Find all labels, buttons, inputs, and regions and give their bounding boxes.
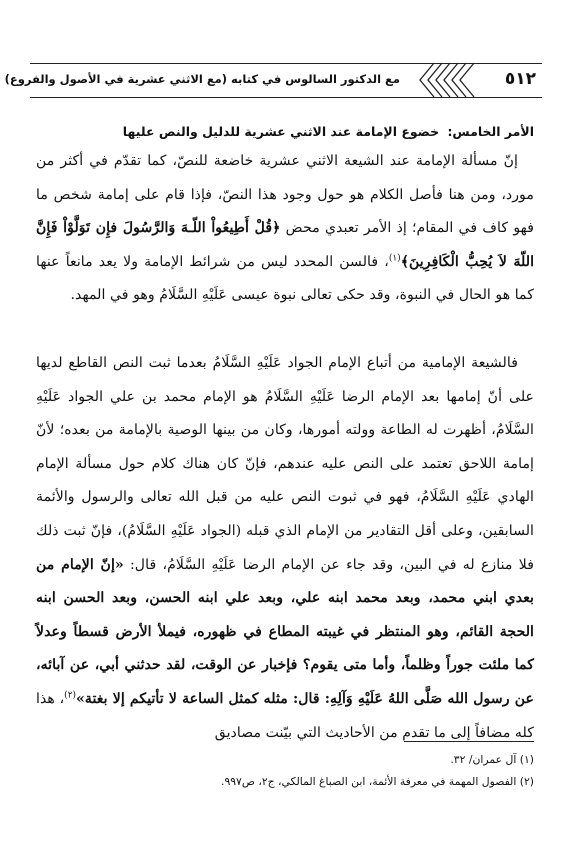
paragraph-1-text-a: إنّ مسألة الإمامة عند الشيعة الاثني عشرية خاضعة للنصّ، كما تقدّم في أكثر من مورد، ومن هنا فأصل الكلام هو حول وجود هذا النصّ، فإذا قام على إمامة شخص ما فهو كاف في المقام؛ إذ الأمر تعبدي محض	[36, 153, 534, 237]
footnote-ref-2: (٢)	[64, 690, 77, 701]
footnote-ref-1: (١)	[388, 253, 401, 264]
paragraph-1-text-b: ، فالسن المحدد ليس من شرائط الإمامة ولا يعد مانعاً عنها كما هو الحال في النبوة، وقد حكى تعالى نبوة عيسى عَلَيْهِ السَّلَامُ وهو في المهد.	[36, 253, 534, 304]
paragraph-1	[36, 145, 534, 313]
chevron-ornament-icon	[410, 62, 480, 98]
footnote-rule	[404, 741, 534, 742]
running-header	[4, 62, 542, 100]
section-label: الأمر الخامس:	[447, 124, 534, 139]
footnotes	[36, 749, 534, 793]
running-title: مع الدكتور السالوس في كتابه (مع الاثني عشرية في الأصول والفروع)	[4, 72, 400, 86]
paragraph-2-text-a: فالشيعة الإمامية من أتباع الإمام الجواد عَلَيْهِ السَّلَامُ بعدما ثبت النص القاطع لديها على أنّ إمامها بعد الإمام الرضا عَلَيْهِ السَّلَامُ هو الإمام محمد بن علي الجواد عَلَيْهِ السَّلَامُ، أظهرت له الطاعة وولته أمورها، وكان من بينها الوصية بالإمامة من بعده؛ لأنّ إمامة اللاحق تعتمد على النص عليه عندهم، فإنّ كان هناك كلام حول مسألة الإمام الهادي عَلَيْهِ السَّلَامُ، فهو في ثبوت النص عليه من قبل الله تعالى والرسول والأئمة السابقين، وعلى أقل التقادير من الإمام الذي قبله (الجواد عَلَيْهِ السَّلَامُ)، فإنّ ثبت ذلك فلا منازع له في البين، وقد جاء عن الإمام الرضا عَلَيْهِ السَّلَامُ، قال:	[36, 355, 534, 573]
section-title: خضوع الإمامة عند الاثني عشرية للدليل والنص عليها	[122, 124, 440, 139]
section-heading	[36, 124, 534, 139]
footnote-2: (٢) الفصول المهمة في معرفة الأئمة، ابن الصباغ المالكي، ج٢، ص٩٩٧.	[221, 775, 534, 788]
paragraph-2-text-b: ، هذا كله مضافاً إلى ما تقدم من الأحاديث التي بيّنت مصاديق	[36, 690, 534, 741]
quran-verse: ﴿قُلْ أَطِيعُواْ اللّـهَ وَالرَّسُولَ فإِن تَوَلَّوْاْ فَإِنَّ اللّهَ لاَ يُحِبُّ الْكَافِرِينَ﴾	[36, 220, 535, 270]
footnote-1: (١) آل عمران/ ٣٢.	[450, 753, 534, 766]
paragraph-2	[36, 347, 534, 750]
page-number: ٥١٢	[504, 69, 536, 89]
hadith-quote: «إنّ الإمام من بعدي ابني محمد، وبعد محمد ابنه علي، وبعد علي ابنه الحسن، وبعد الحسن ابنه الحجة القائم، وهو المنتظر في غيبته المطاع في ظهوره، فيملأ الأرض قسطاً وعدلاً كما ملئت جوراً وظلماً، وأما متى يقوم؟ فإخبار عن الوقت، لقد حدثني أبي، عن آبائه، عن رسول الله صَلَّى اللهُ عَلَيْهِ وَآلِهِ: قال: مثله كمثل الساعة لا تأتيكم إلا بغتة»	[36, 556, 534, 707]
